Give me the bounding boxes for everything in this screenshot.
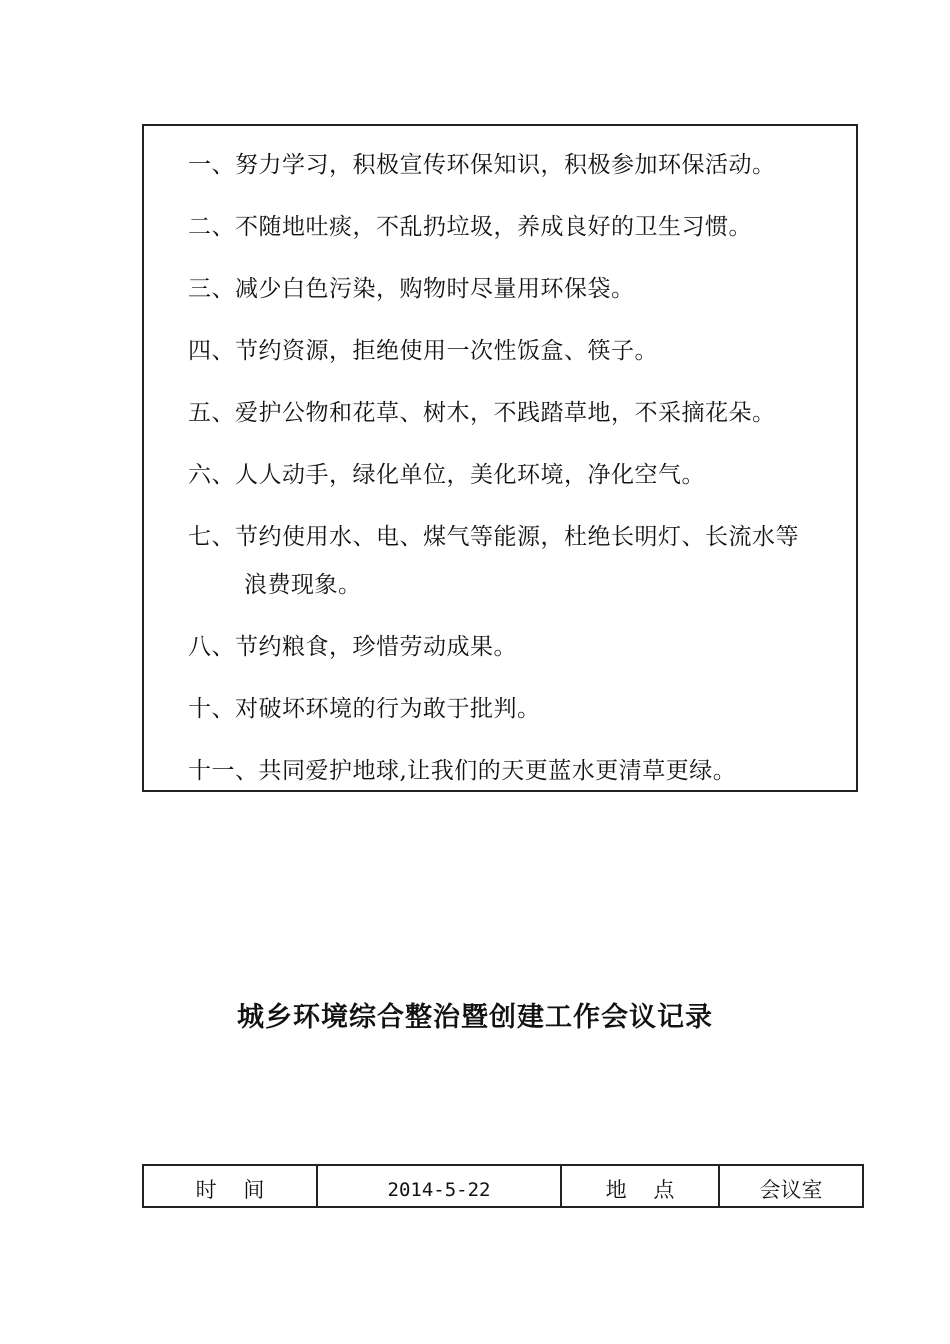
- pledge-item-7-continuation: 浪费现象。: [244, 572, 362, 598]
- pledge-item-8: 八、节约粮食，珍惜劳动成果。: [188, 634, 517, 660]
- pledge-item-4: 四、节约资源，拒绝使用一次性饭盒、筷子。: [188, 338, 658, 364]
- place-value: 会议室: [759, 1178, 823, 1202]
- time-value-cell: [317, 1165, 561, 1207]
- place-label-cell: [561, 1165, 719, 1207]
- time-value: 2014-5-22: [387, 1179, 491, 1201]
- pledge-item-5: 五、爱护公物和花草、树木，不践踏草地，不采摘花朵。: [188, 400, 776, 426]
- meeting-info-row: [143, 1165, 863, 1207]
- place-label: 地 点: [605, 1178, 675, 1202]
- place-value-cell: [719, 1165, 863, 1207]
- meeting-info-table: [142, 1164, 864, 1208]
- pledge-item-11: 十一、共同爱护地球,让我们的天更蓝水更清草更绿。: [188, 758, 737, 784]
- pledge-item-3: 三、减少白色污染，购物时尽量用环保袋。: [188, 276, 635, 302]
- pledge-items-box: [142, 124, 858, 792]
- time-label: 时 间: [195, 1178, 265, 1202]
- document-title: 城乡环境综合整治暨创建工作会议记录: [237, 1002, 713, 1033]
- time-label-cell: [143, 1165, 317, 1207]
- pledge-item-6: 六、人人动手，绿化单位，美化环境，净化空气。: [188, 462, 705, 488]
- pledge-item-10: 十、对破坏环境的行为敢于批判。: [188, 696, 541, 722]
- pledge-item-1: 一、努力学习，积极宣传环保知识，积极参加环保活动。: [188, 152, 776, 178]
- pledge-item-2: 二、不随地吐痰，不乱扔垃圾，养成良好的卫生习惯。: [188, 214, 752, 240]
- pledge-item-7: 七、节约使用水、电、煤气等能源，杜绝长明灯、长流水等: [188, 524, 799, 550]
